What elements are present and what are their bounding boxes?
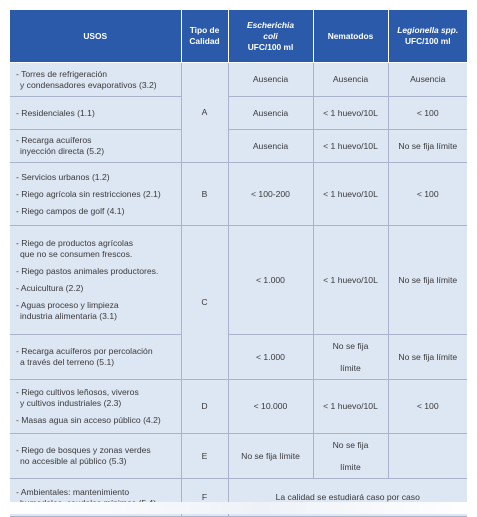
merged-note-cell: La calidad se estudiará caso por caso	[228, 479, 467, 517]
table-row	[10, 434, 467, 479]
nematodos-cell: < 1 huevo/10L	[313, 226, 388, 335]
nematodos-cell: < 1 huevo/10L	[313, 163, 388, 226]
legionella-cell	[388, 434, 467, 479]
uso-cell: - Riego de productos agrícolas que no se consumen frescos. - Riego pastos animales productores. - Acuicultura (2.2) - Aguas proceso y limpieza industria alimentaria (3.1)	[10, 226, 181, 335]
legionella-cell: < 100	[388, 97, 467, 130]
tipo-cell: F	[181, 479, 228, 517]
tipo-cell: C	[181, 226, 228, 380]
legionella-cell: No se fija límite	[388, 335, 467, 380]
uso-cell: - Residenciales (1.1)	[10, 97, 181, 130]
tipo-cell: D	[181, 380, 228, 434]
uso-cell: - Recarga acuíferos por percolación a través del terreno (5.1)	[10, 335, 181, 380]
ecoli-cell: Ausencia	[228, 130, 313, 163]
ecoli-cell: Ausencia	[228, 97, 313, 130]
header-usos: USOS	[10, 10, 181, 63]
table-row	[10, 63, 467, 97]
legionella-cell: < 100	[388, 380, 467, 434]
table-row	[10, 226, 467, 335]
uso-cell: - Riego de bosques y zonas verdes no accesible al público (5.3)	[10, 434, 181, 479]
ecoli-cell: < 100-200	[228, 163, 313, 226]
table-row	[10, 163, 467, 226]
nematodos-cell: Ausencia	[313, 63, 388, 97]
decorative-strip	[0, 502, 477, 514]
legionella-cell: Ausencia	[388, 63, 467, 97]
nematodos-cell: < 1 huevo/10L	[313, 130, 388, 163]
header-nematodos: Nematodos	[313, 10, 388, 63]
table-row	[10, 97, 467, 130]
table-row	[10, 130, 467, 163]
tipo-cell: B	[181, 163, 228, 226]
tipo-cell: A	[181, 63, 228, 163]
header-ecoli: Escherichia coli UFC/100 ml	[228, 10, 313, 63]
legionella-cell: < 100	[388, 163, 467, 226]
uso-cell: - Torres de refrigeración y condensadores evaporativos (3.2)	[10, 63, 181, 97]
table-row	[10, 380, 467, 434]
ecoli-cell: < 10.000	[228, 380, 313, 434]
nematodos-cell: < 1 huevo/10L	[313, 97, 388, 130]
legionella-cell: No se fija límite	[388, 130, 467, 163]
legionella-cell: No se fija límite	[388, 226, 467, 335]
header-row	[10, 10, 467, 63]
water-quality-table	[10, 10, 467, 517]
tipo-cell: E	[181, 434, 228, 479]
table-row	[10, 335, 467, 380]
header-tipo-calidad: Tipo de Calidad	[181, 10, 228, 63]
ecoli-cell: < 1.000	[228, 226, 313, 335]
nematodos-cell: No se fija límite	[313, 434, 388, 479]
ecoli-cell: Ausencia	[228, 63, 313, 97]
ecoli-cell: < 1.000	[228, 335, 313, 380]
nematodos-cell: No se fija límite	[313, 335, 388, 380]
nematodos-cell: < 1 huevo/10L	[313, 380, 388, 434]
header-legionella: Legionella spp. UFC/100 ml	[388, 10, 467, 63]
uso-cell: - Servicios urbanos (1.2) - Riego agrícola sin restricciones (2.1) - Riego campos de golf (4.1)	[10, 163, 181, 226]
ecoli-cell: No se fija límite	[228, 434, 313, 479]
uso-cell: - Recarga acuíferos inyección directa (5.2)	[10, 130, 181, 163]
uso-cell: - Ambientales: mantenimiento	[10, 479, 181, 517]
uso-cell: - Riego cultivos leñosos, viveros y cultivos industriales (2.3) - Masas agua sin acceso público (4.2)	[10, 380, 181, 434]
